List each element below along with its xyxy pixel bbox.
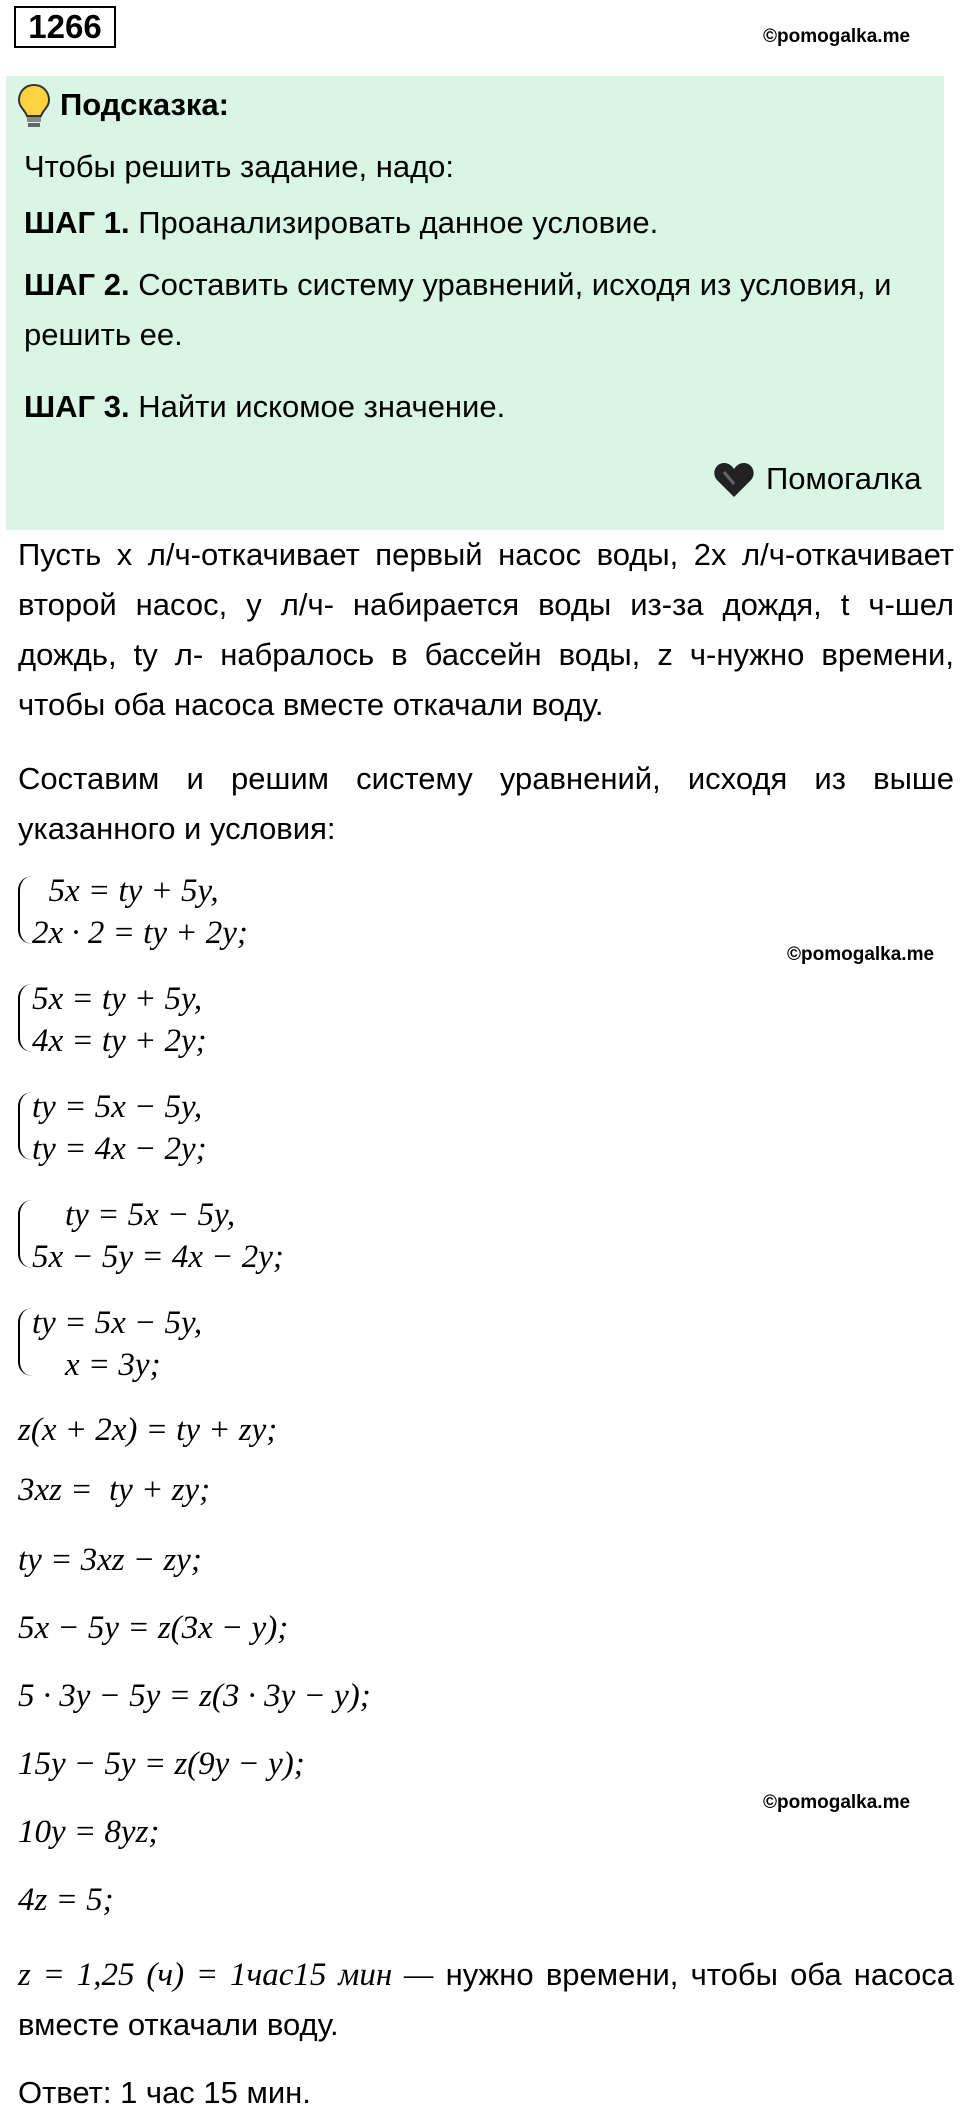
system-line: ty = 5x − 5y, (32, 1089, 203, 1125)
paragraph-intro: Пусть x л/ч-откачивает первый насос воды, 2x л/ч-откачивает второй насос, y л/ч- набирается воды из-за дождя, t ч-шел дождь, ty л- набралось в бассейн воды, z ч-нужно времени, чтобы оба насоса вместе откачали воду. (18, 537, 954, 722)
step-text: Проанализировать данное условие. (129, 205, 659, 240)
system-line: ty = 4x − 2y; (32, 1131, 207, 1167)
equation: 5 · 3y − 5y = z(3 · 3y − y); (18, 1678, 371, 1714)
hint-intro: Чтобы решить задание, надо: (24, 149, 455, 184)
watermark: ©pomogalka.me (763, 1792, 911, 1813)
task-number: 1266 (14, 6, 116, 48)
answer: Ответ: 1 час 15 мин. (18, 2075, 311, 2110)
system-line: 4x = ty + 2y; (32, 1023, 207, 1059)
system-line: ty = 5x − 5y, (32, 1305, 203, 1341)
system-line: 2x · 2 = ty + 2y; (32, 915, 248, 951)
step-label: ШАГ 2. (24, 267, 130, 302)
step-label: ШАГ 1. (24, 205, 130, 240)
system-line: 5x = ty + 5y, (32, 981, 203, 1017)
watermark: ©pomogalka.me (787, 944, 935, 965)
hint-title: Подсказка: (60, 87, 229, 122)
step-text: Составить систему уравнений, исходя из условия, и решить ее. (24, 267, 892, 352)
equation: 15y − 5y = z(9y − y); (18, 1746, 305, 1782)
equation: 4z = 5; (18, 1882, 114, 1918)
system-line: x = 3y; (32, 1347, 161, 1383)
hint-box (6, 76, 944, 530)
equation: ty = 3xz − zy; (18, 1542, 202, 1578)
equation: z(x + 2x) = ty + zy; (18, 1412, 278, 1448)
equation: 10y = 8yz; (18, 1814, 160, 1850)
step-label: ШАГ 3. (24, 389, 130, 424)
lightbulb-icon (16, 82, 52, 130)
system-line: 5x − 5y = 4x − 2y; (32, 1239, 284, 1275)
hint-step-1 (24, 198, 658, 248)
system-line: ty = 5x − 5y, (32, 1197, 236, 1233)
equation: 3xz = ty + zy; (18, 1472, 211, 1508)
final-math: z = 1,25 (ч) = 1час15 мин — (18, 1957, 434, 1993)
final-statement (18, 1950, 954, 2050)
final-text: нужно времени, чтобы оба насоса вместе откачали воду. (18, 1957, 954, 2042)
hint-step-3 (24, 382, 505, 432)
step-text: Найти искомое значение. (129, 389, 506, 424)
watermark: ©pomogalka.me (763, 26, 911, 47)
heart-icon (712, 460, 756, 500)
paragraph-system: Составим и решим систему уравнений, исходя из выше указанного и условия: (18, 761, 954, 846)
brand-name: Помогалка (766, 461, 922, 496)
hint-step-2 (24, 260, 944, 360)
system-line: 5x = ty + 5y, (32, 873, 219, 909)
equation: 5x − 5y = z(3x − y); (18, 1610, 289, 1646)
